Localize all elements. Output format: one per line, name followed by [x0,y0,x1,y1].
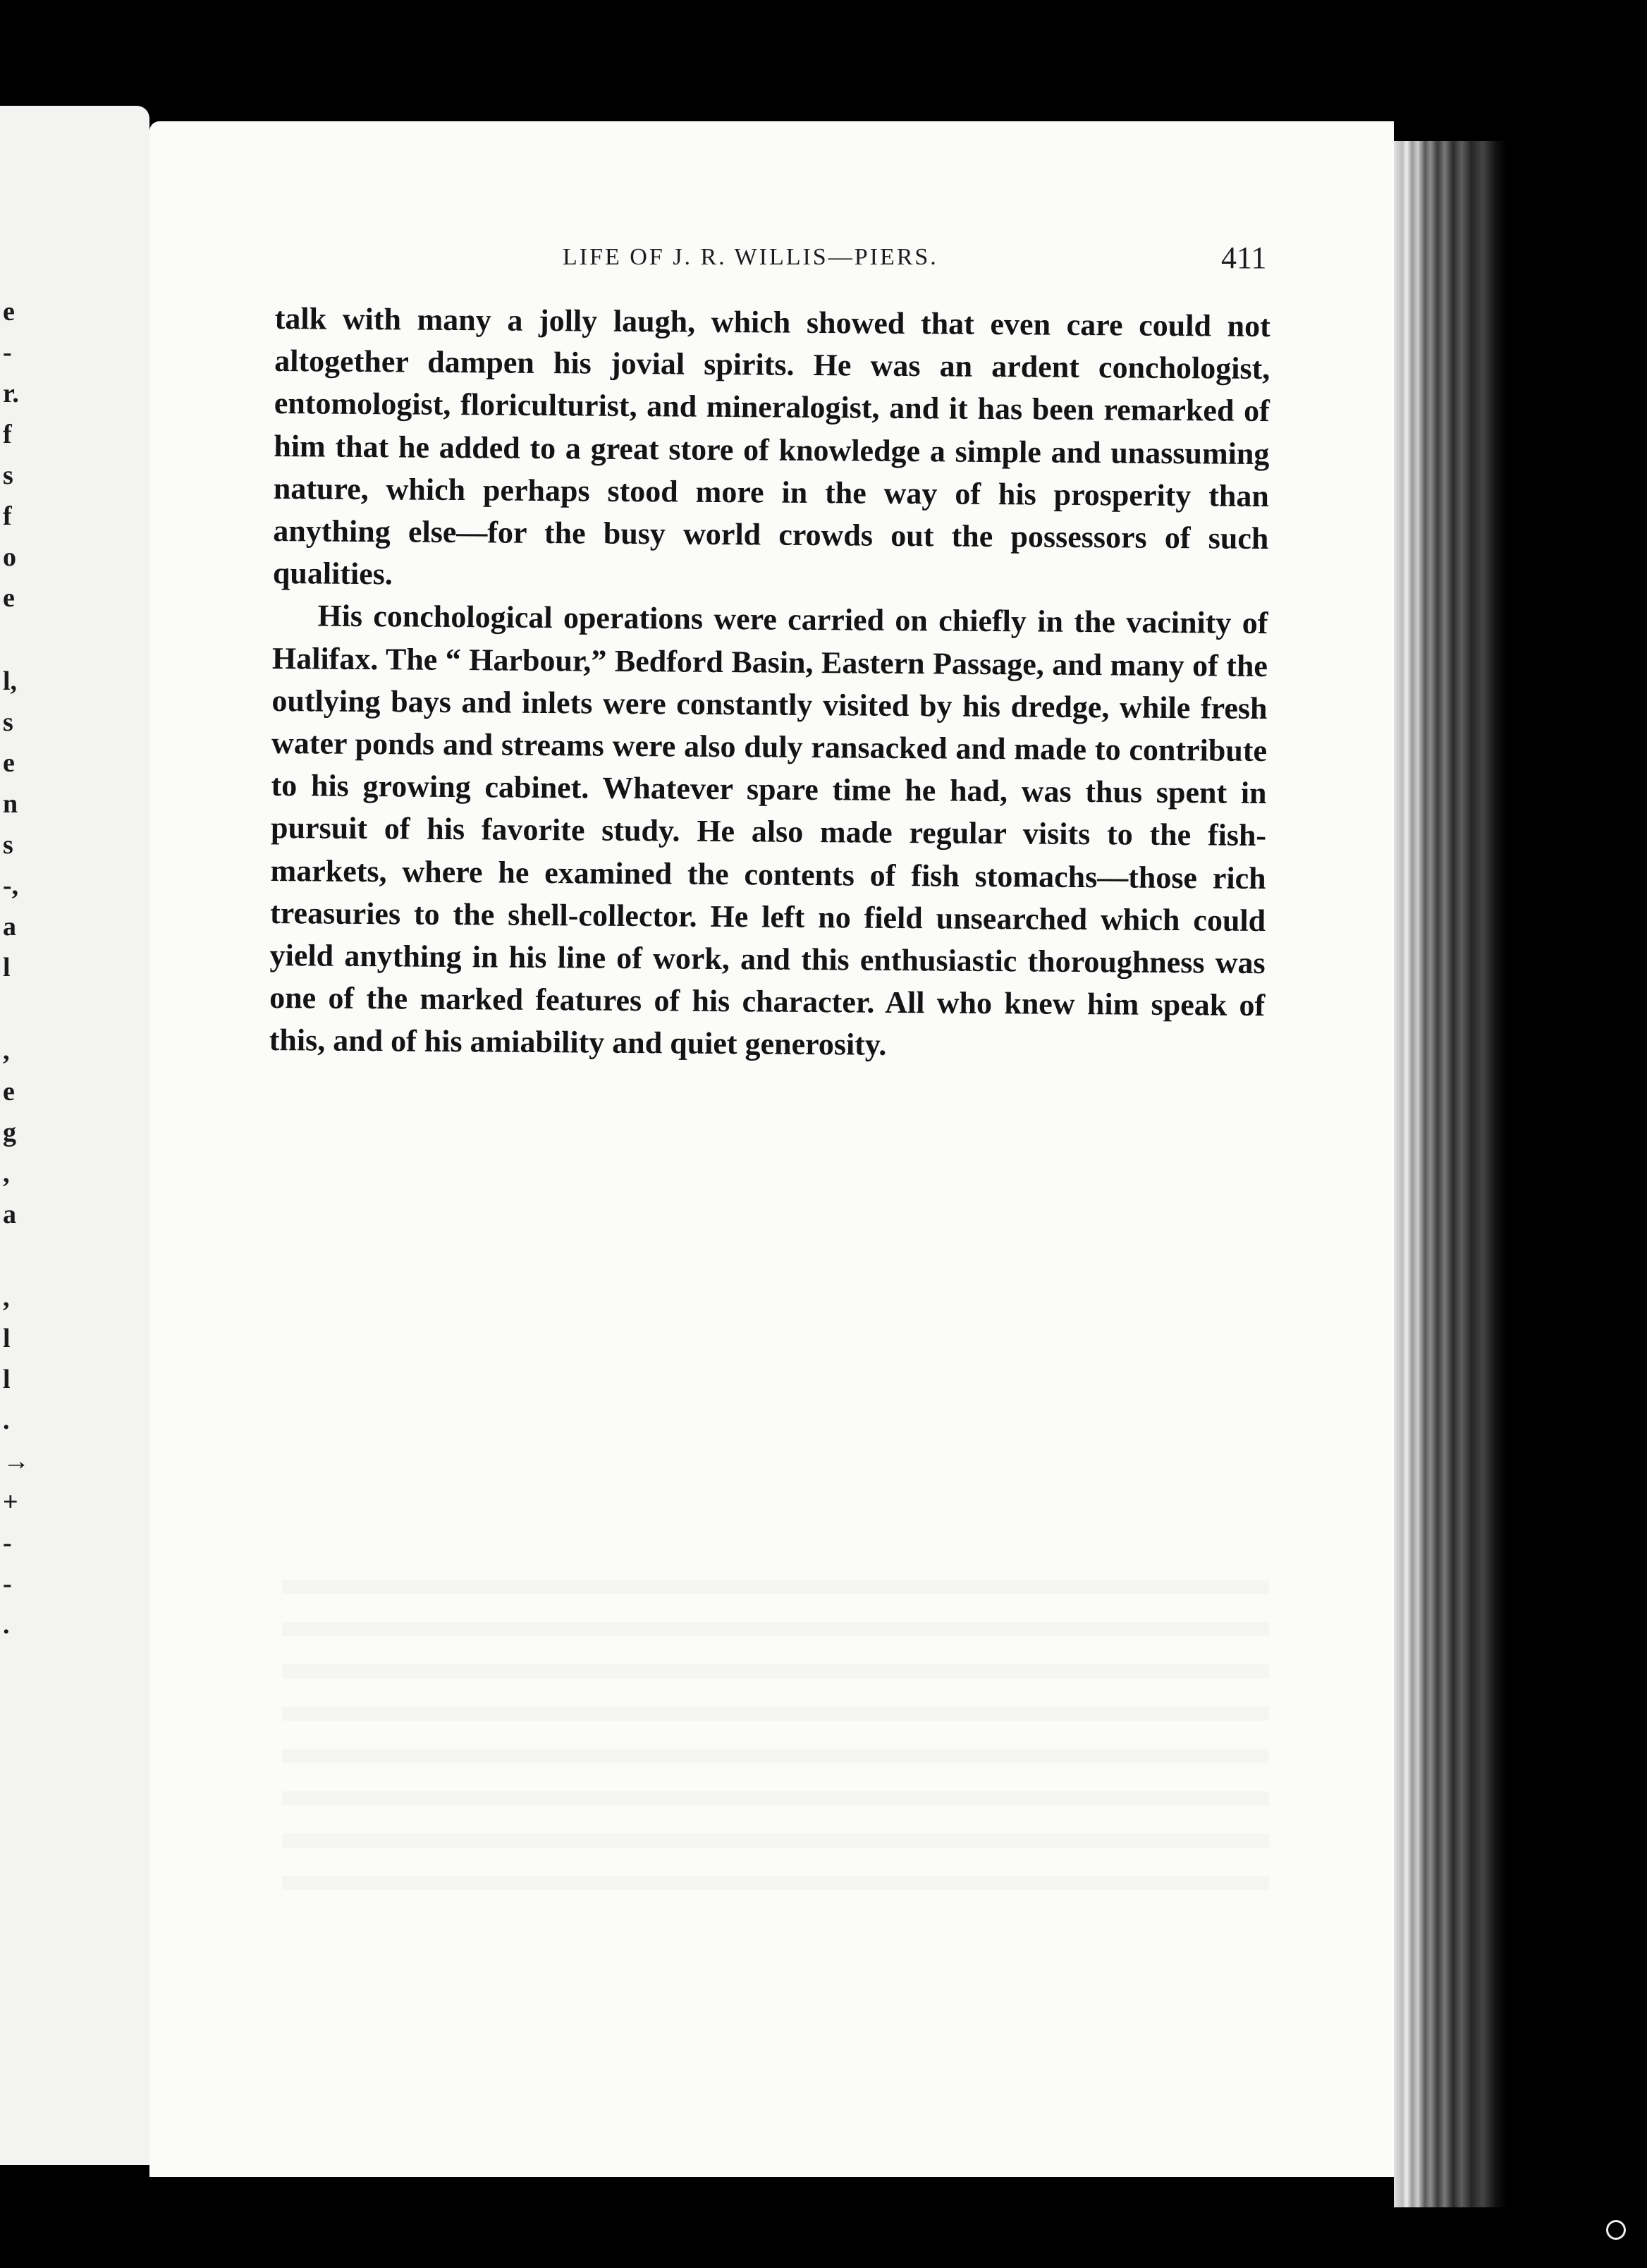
facing-page-fragment: a [3,1200,16,1229]
facing-page-fragment: . [3,1610,10,1640]
running-head: LIFE OF J. R. WILLIS—PIERS. [563,244,938,270]
facing-page-fragment: s [3,830,13,860]
facing-page-fragment: - [3,1569,12,1599]
facing-page-fragment: s [3,707,13,737]
facing-page-fragment: - [3,1528,12,1558]
facing-page-fragment: n [3,789,18,819]
facing-page-fragment: - [3,338,12,367]
facing-page-fragment: e [3,583,15,613]
facing-page-fragment: -, [3,871,19,901]
facing-page-fragment: l [3,1324,11,1353]
facing-page-fragment: . [3,1406,10,1435]
facing-page-fragment: o [3,542,16,572]
facing-page-fragment: s [3,461,13,490]
facing-page-fragment: l [3,953,11,982]
facing-page-fragment: a [3,912,16,941]
facing-page-fragment: e [3,1077,15,1106]
facing-page-fragment: + [3,1487,18,1517]
facing-page-fragment: , [3,1036,10,1066]
facing-page-fragment: l, [3,666,18,696]
facing-page-fragment: , [3,1283,10,1312]
page-number: 411 [1221,240,1267,275]
facing-page-fragment: r. [3,379,19,408]
facing-page-fragment: e [3,297,15,327]
facing-page-fragment: e [3,748,15,778]
bleed-through [282,1551,1269,1918]
facing-page-fragment: → [3,1446,30,1476]
facing-page-fragment: , [3,1159,10,1188]
facing-page-fragment: f [3,501,12,531]
page-edges [1394,141,1507,2207]
paragraph: His conchological operations were carried on chiefly in the vacinity of Halifax. The “ Harbour,” Bedford Basin, Eastern Passage, and many of the outlying bays and inlets were constantly visited by his dredge, while fresh water ponds and streams were also duly ransacked and made to contribute to his growing cabinet. Whatever spare time he had, was thus spent in pursuit of his favorite study. He also made regular visits to the fish-markets, where he examined the contents of fish stomachs—those rich treasuries to the shell-collector. He left no field unsearched which could yield anything in his line of work, and this enthusiastic thoroughness was one of the marked features of his character. All who knew him speak of this, and of his amiability and quiet generosity. [269,598,1268,1063]
paragraph: talk with many a jolly laugh, which showed that even care could not altogether dampen his jovial spirits. He was an ardent conchologist, entomologist, floriculturist, and mineralogist, and it has been remarked of him that he added to a great store of knowledge a simple and unassuming nature, which perhaps stood more in the way of his prosperity than anything else—for the busy world crowds out the possessors of such qualities. [272,300,1271,592]
body-text [269,298,1270,1070]
scan-mark-icon [1606,2220,1626,2240]
facing-page-fragment: l [3,1365,11,1394]
facing-page-fragment: g [3,1118,16,1147]
facing-page-edge [0,106,149,2165]
facing-page-fragment: f [3,420,12,449]
